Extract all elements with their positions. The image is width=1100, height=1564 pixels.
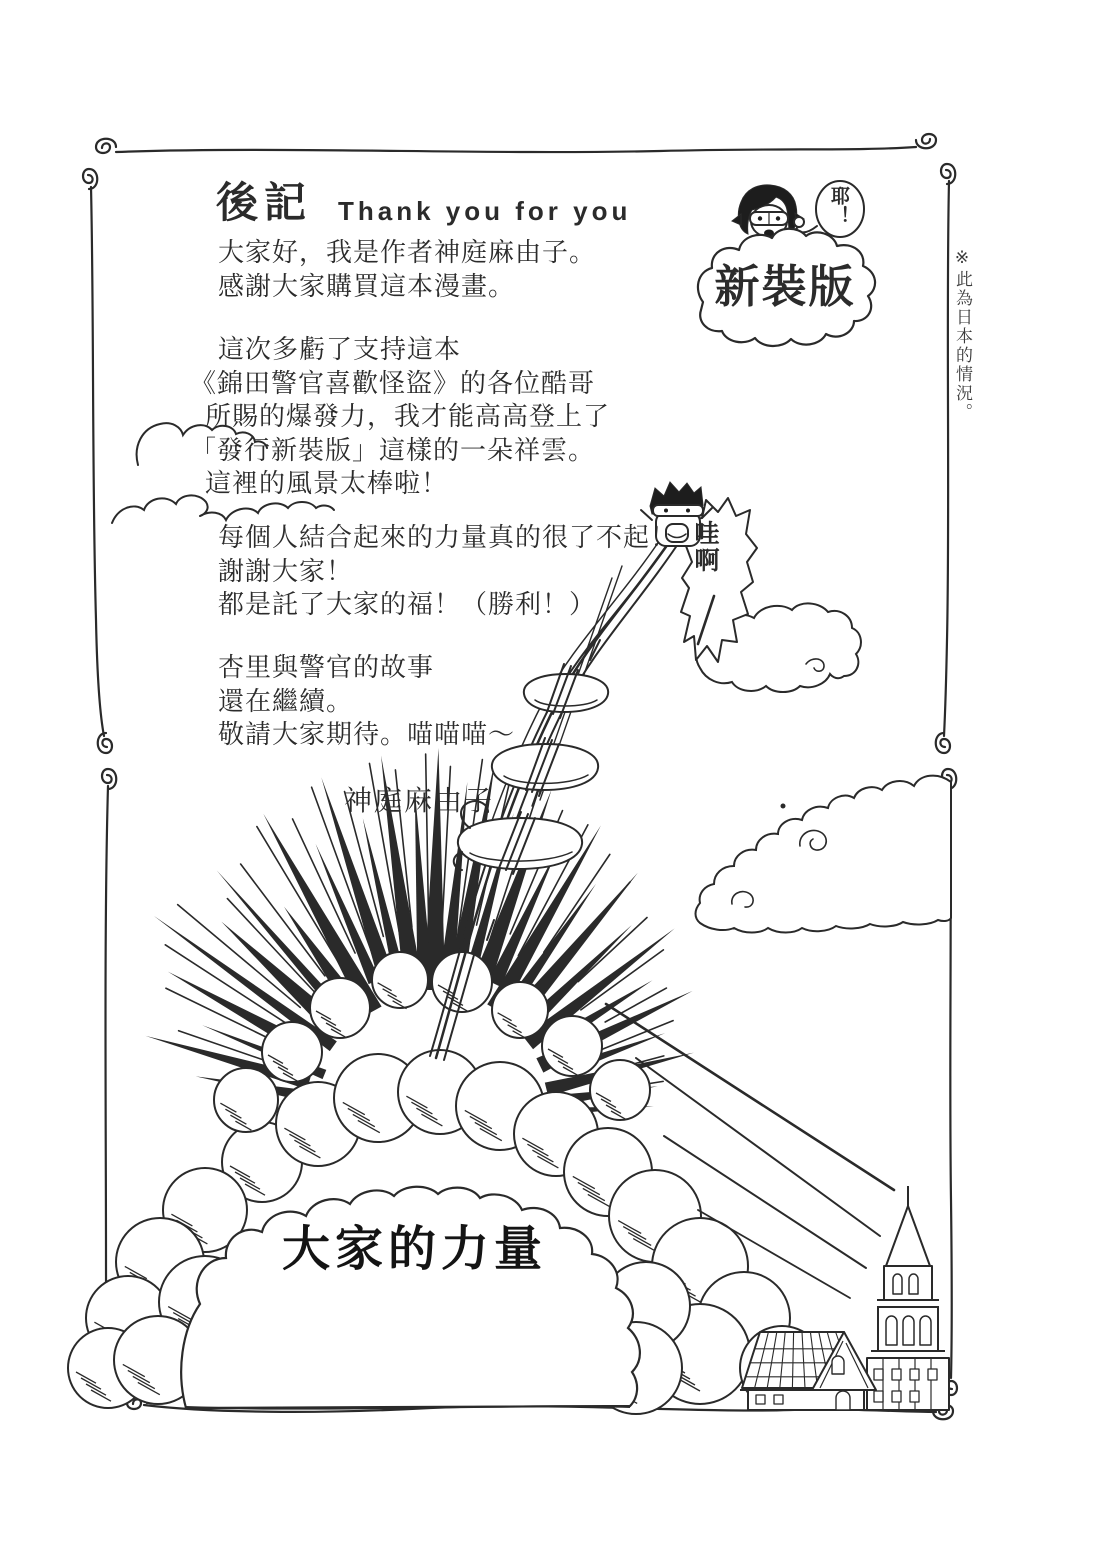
afterword-paragraph-4 xyxy=(218,651,515,752)
afterword-line: 這裡的風景太棒啦！ xyxy=(205,468,449,498)
explosion-caption: 大家的力量 xyxy=(282,1223,548,1276)
afterword-line: 杏里與警官的故事 xyxy=(218,652,435,682)
page-subtitle: Thank you for you xyxy=(338,196,632,226)
afterword-line: 《錦田警官喜歡怪盜》的各位酷哥 xyxy=(190,367,596,398)
afterword-line: 還在繼續。 xyxy=(218,685,354,716)
afterword-intro xyxy=(218,236,596,303)
afterword-line: 每個人結合起來的力量真的很了不起！ xyxy=(218,522,678,552)
afterword-line: 都是託了大家的福！（勝利！） xyxy=(218,589,597,619)
page-title: 後記 xyxy=(216,179,313,226)
ink-dot xyxy=(781,804,786,809)
shout-bubble-text: 哇啊 xyxy=(691,520,719,574)
new-edition-cloud-label: 新裝版 xyxy=(714,261,856,312)
afterword-paragraph-2 xyxy=(190,333,611,501)
afterword-line: 大家好，我是作者神庭麻由子。 xyxy=(218,237,597,267)
afterword-line: 這次多虧了支持這本 xyxy=(218,334,462,364)
explosion-caption-cloud xyxy=(181,1187,640,1408)
afterword-line: 謝謝大家！ xyxy=(218,555,354,586)
afterword-line: 「發行新裝版」這樣的一朵祥雲。 xyxy=(190,434,596,465)
speech-bubble-text: 耶！ xyxy=(828,186,849,226)
afterword-line: 所賜的爆發力，我才能高高登上了 xyxy=(205,401,611,431)
afterword-line: 敬請大家期待。喵喵喵～ xyxy=(218,719,516,749)
margin-side-note: ※此為日本的情況。 xyxy=(953,248,972,422)
author-signature: 神庭麻由子 xyxy=(344,785,495,816)
afterword-paragraph-3 xyxy=(218,521,677,622)
afterword-line: 感謝大家購買這本漫畫。 xyxy=(218,270,516,301)
cloud-right-lower xyxy=(696,776,952,933)
